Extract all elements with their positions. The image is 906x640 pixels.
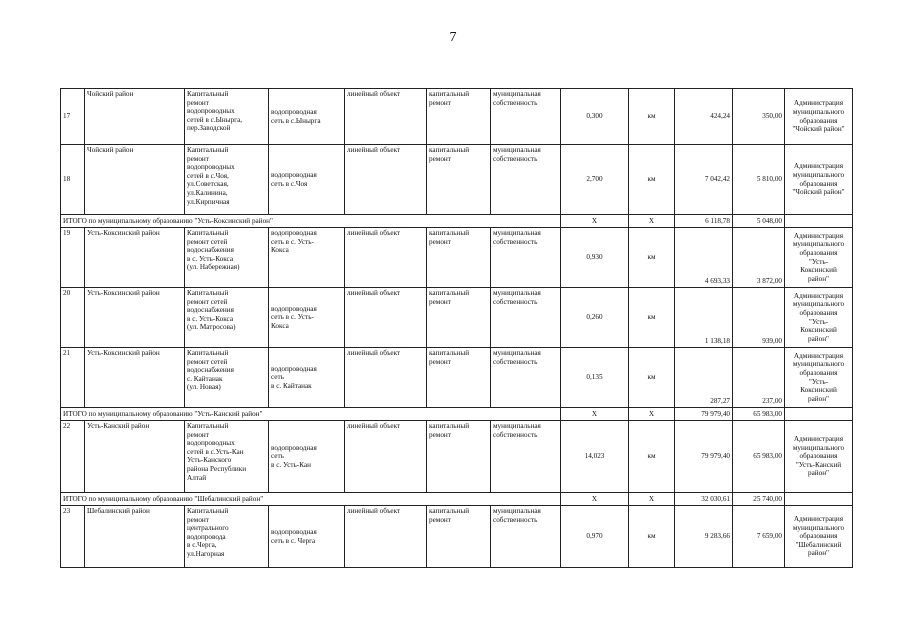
total-payment: 25 740,00 [733, 493, 785, 506]
payment-cell: 5 810,00 [733, 145, 785, 215]
ownership-cell: муниципальная собственность [491, 421, 561, 493]
length-cell: 0,135 [561, 348, 629, 408]
row-number: 21 [61, 348, 85, 408]
object-cell: водопроводная сеть в с.Ынырга [269, 89, 345, 145]
total-label: ИТОГО по муниципальному образованию "Усть-Канский район" [61, 408, 561, 421]
work-name-cell: Капитальный ремонт сетей водоснабжения в с. Усть-Кокса (ул. Набережная) [185, 228, 269, 288]
payment-cell: 237,00 [733, 348, 785, 408]
unit-cell: км [629, 421, 675, 493]
total-row [61, 493, 853, 506]
object-type-cell: линейный объект [345, 228, 427, 288]
total-x-mark: Х [561, 408, 629, 421]
district-cell: Усть-Канский район [85, 421, 185, 493]
district-cell: Усть-Коксинский район [85, 348, 185, 408]
work-type-cell: капитальный ремонт [427, 288, 491, 348]
payment-cell: 3 872,00 [733, 228, 785, 288]
object-type-cell: линейный объект [345, 288, 427, 348]
payment-cell: 7 659,00 [733, 506, 785, 568]
total-payment: 5 048,00 [733, 215, 785, 228]
object-type-cell: линейный объект [345, 145, 427, 215]
unit-cell: км [629, 145, 675, 215]
length-cell: 14,023 [561, 421, 629, 493]
work-name-cell: Капитальный ремонт сетей водоснабжения с. Кайтанак (ул. Новая) [185, 348, 269, 408]
district-cell: Шебалинский район [85, 506, 185, 568]
total-payment: 65 983,00 [733, 408, 785, 421]
object-cell: водопроводная сеть в с. Кайтанак [269, 348, 345, 408]
table-row [61, 506, 853, 568]
length-cell: 0,260 [561, 288, 629, 348]
responsible-cell: Администрация муниципального образования "Шебалинский район" [785, 506, 853, 568]
unit-cell: км [629, 348, 675, 408]
responsible-cell: Администрация муниципального образования "Усть- Коксинский район" [785, 288, 853, 348]
total-x-mark: Х [561, 493, 629, 506]
total-x-mark: Х [561, 215, 629, 228]
cost-cell: 287,27 [675, 348, 733, 408]
table-row [61, 228, 853, 288]
object-type-cell: линейный объект [345, 89, 427, 145]
row-number: 19 [61, 228, 85, 288]
responsible-cell: Администрация муниципального образования "Чойский район" [785, 89, 853, 145]
cost-cell: 9 283,66 [675, 506, 733, 568]
unit-cell: км [629, 89, 675, 145]
unit-cell: км [629, 506, 675, 568]
district-cell: Чойский район [85, 145, 185, 215]
ownership-cell: муниципальная собственность [491, 288, 561, 348]
row-number: 23 [61, 506, 85, 568]
work-type-cell: капитальный ремонт [427, 506, 491, 568]
empty-cell [785, 408, 853, 421]
total-label: ИТОГО по муниципальному образованию "Шебалинский район" [61, 493, 561, 506]
cost-cell: 424,24 [675, 89, 733, 145]
total-row [61, 215, 853, 228]
cost-cell: 1 138,18 [675, 288, 733, 348]
work-name-cell: Капитальный ремонт сетей водоснабжения в с. Усть-Кокса (ул. Матросова) [185, 288, 269, 348]
responsible-cell: Администрация муниципального образования "Чойский район" [785, 145, 853, 215]
ownership-cell: муниципальная собственность [491, 348, 561, 408]
row-number: 18 [61, 145, 85, 215]
payment-cell: 350,00 [733, 89, 785, 145]
work-name-cell: Капитальный ремонт водопроводных сетей в с.Ынырга, пер.Заводской [185, 89, 269, 145]
cost-cell: 4 693,33 [675, 228, 733, 288]
object-cell: водопроводная сеть в с. Усть-Кан [269, 421, 345, 493]
cost-cell: 7 042,42 [675, 145, 733, 215]
payment-cell: 939,00 [733, 288, 785, 348]
responsible-cell: Администрация муниципального образования "Усть-Канский район" [785, 421, 853, 493]
object-type-cell: линейный объект [345, 421, 427, 493]
work-type-cell: капитальный ремонт [427, 421, 491, 493]
work-type-cell: капитальный ремонт [427, 145, 491, 215]
length-cell: 0,300 [561, 89, 629, 145]
table-row [61, 348, 853, 408]
total-cost: 32 030,61 [675, 493, 733, 506]
district-cell: Усть-Коксинский район [85, 288, 185, 348]
total-cost: 6 118,78 [675, 215, 733, 228]
total-label: ИТОГО по муниципальному образованию "Усть-Коксинский район" [61, 215, 561, 228]
work-name-cell: Капитальный ремонт водопроводных сетей в с.Усть-Кан Усть-Канского района Республики Алтай [185, 421, 269, 493]
length-cell: 0,970 [561, 506, 629, 568]
length-cell: 0,930 [561, 228, 629, 288]
responsible-cell: Администрация муниципального образования "Усть- Коксинский район" [785, 228, 853, 288]
objects-table [60, 88, 853, 568]
object-cell: водопроводная сеть в с.Чоя [269, 145, 345, 215]
district-cell: Чойский район [85, 89, 185, 145]
length-cell: 2,700 [561, 145, 629, 215]
total-x-mark: Х [629, 215, 675, 228]
table-row [61, 89, 853, 145]
work-type-cell: капитальный ремонт [427, 228, 491, 288]
empty-cell [785, 493, 853, 506]
page-number: 7 [449, 30, 457, 45]
ownership-cell: муниципальная собственность [491, 89, 561, 145]
unit-cell: км [629, 288, 675, 348]
row-number: 22 [61, 421, 85, 493]
total-x-mark: Х [629, 493, 675, 506]
work-name-cell: Капитальный ремонт водопроводных сетей в с.Чоя, ул.Советская, ул.Калинина, ул.Кирпичная [185, 145, 269, 215]
work-type-cell: капитальный ремонт [427, 348, 491, 408]
row-number: 17 [61, 89, 85, 145]
total-row [61, 408, 853, 421]
work-type-cell: капитальный ремонт [427, 89, 491, 145]
unit-cell: км [629, 228, 675, 288]
ownership-cell: муниципальная собственность [491, 228, 561, 288]
table-row [61, 145, 853, 215]
table-row [61, 421, 853, 493]
district-cell: Усть-Коксинский район [85, 228, 185, 288]
total-cost: 79 979,40 [675, 408, 733, 421]
responsible-cell: Администрация муниципального образования "Усть- Коксинский район" [785, 348, 853, 408]
object-type-cell: линейный объект [345, 506, 427, 568]
total-x-mark: Х [629, 408, 675, 421]
work-name-cell: Капитальный ремонт центрального водопровода в с.Черга, ул.Нагорная [185, 506, 269, 568]
empty-cell [785, 215, 853, 228]
object-cell: водопроводная сеть в с. Усть- Кокса [269, 288, 345, 348]
payment-cell: 65 983,00 [733, 421, 785, 493]
ownership-cell: муниципальная собственность [491, 506, 561, 568]
object-cell: водопроводная сеть в с. Усть- Кокса [269, 228, 345, 288]
object-cell: водопроводная сеть в с. Черга [269, 506, 345, 568]
object-type-cell: линейный объект [345, 348, 427, 408]
table-row [61, 288, 853, 348]
row-number: 20 [61, 288, 85, 348]
ownership-cell: муниципальная собственность [491, 145, 561, 215]
cost-cell: 79 979,40 [675, 421, 733, 493]
